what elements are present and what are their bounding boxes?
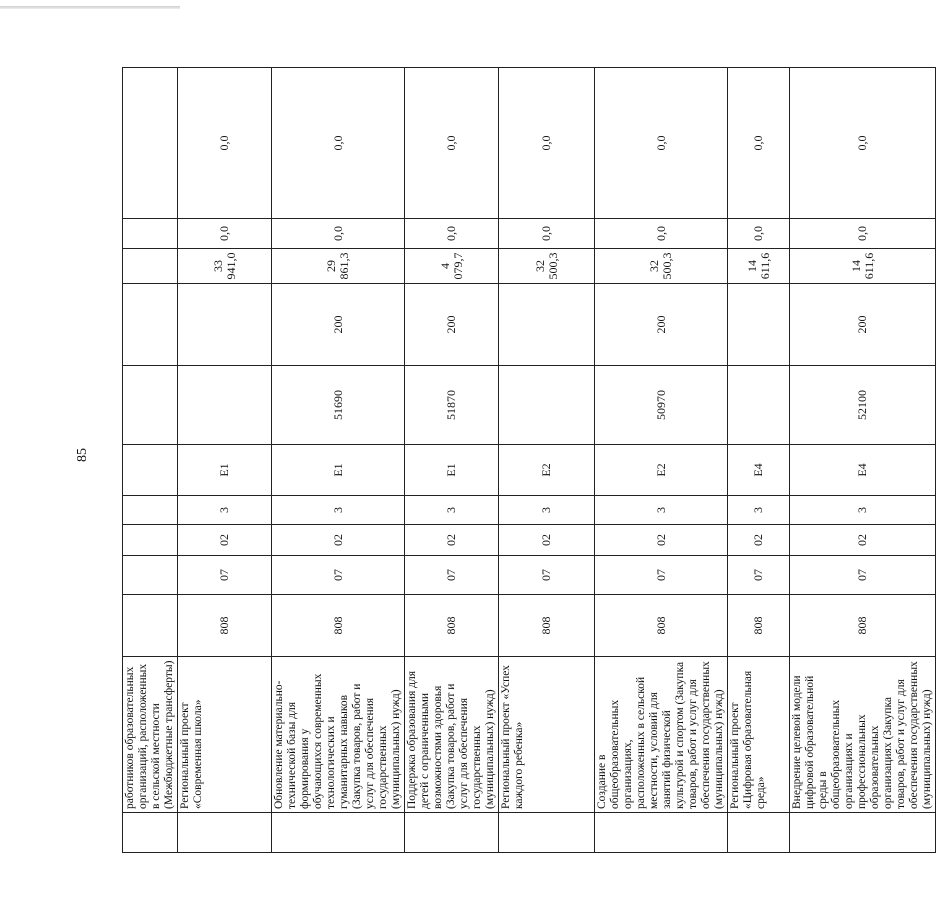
blank-cell <box>595 813 728 853</box>
program-code-cell: 3 <box>499 496 595 525</box>
ministry-code-cell <box>123 595 178 657</box>
project-code-cell: E1 <box>405 445 499 496</box>
table-row <box>123 68 178 853</box>
project-code-cell: E1 <box>272 445 405 496</box>
direction-code-cell: 50970 <box>595 366 728 445</box>
amount-3-cell: 0,0 <box>178 68 272 219</box>
program-code-cell: 3 <box>272 496 405 525</box>
project-code-cell: E4 <box>728 445 790 496</box>
program-code-cell: 3 <box>178 496 272 525</box>
rotated-table-container <box>122 68 933 853</box>
direction-code-cell: 52100 <box>790 366 936 445</box>
blank-cell <box>728 813 790 853</box>
blank-cell <box>178 813 272 853</box>
program-code-cell: 3 <box>595 496 728 525</box>
row-name-cell: Обновление материально-технической базы для формирования у обучающихся современных технологических и гуманитарных навыков (Закупка товаров, работ и услуг для обеспечения государственных (муниципальных) нужд) <box>272 657 405 813</box>
amount-cell: 29 861,3 <box>272 249 405 284</box>
ministry-code-cell: 808 <box>405 595 499 657</box>
expense-type-cell <box>728 284 790 366</box>
amount-cell: 14 611,6 <box>790 249 936 284</box>
subsection-code-cell: 02 <box>405 525 499 556</box>
direction-code-cell <box>123 366 178 445</box>
expense-type-cell: 200 <box>595 284 728 366</box>
program-code-cell: 3 <box>405 496 499 525</box>
table-row <box>728 68 790 853</box>
row-name-cell: Внедрение целевой модели цифровой образовательной среды в общеобразовательных организациях и профессиональных образовательных организациях (Закупка товаров, работ и услуг для обеспечения государственных (муниципальных) нужд) <box>790 657 936 813</box>
amount-3-cell <box>123 68 178 219</box>
amount-cell: 33 941,0 <box>178 249 272 284</box>
amount-2-cell: 0,0 <box>728 219 790 249</box>
table-row <box>272 68 405 853</box>
amount-2-cell: 0,0 <box>405 219 499 249</box>
section-code-cell: 07 <box>728 556 790 595</box>
blank-cell <box>272 813 405 853</box>
program-code-cell: 3 <box>728 496 790 525</box>
amount-cell: 32 500,3 <box>595 249 728 284</box>
section-code-cell: 07 <box>790 556 936 595</box>
subsection-code-cell <box>123 525 178 556</box>
blank-cell <box>123 813 178 853</box>
amount-2-cell: 0,0 <box>499 219 595 249</box>
blank-cell <box>405 813 499 853</box>
budget-table <box>122 67 936 853</box>
amount-cell: 4 079,7 <box>405 249 499 284</box>
amount-2-cell: 0,0 <box>595 219 728 249</box>
direction-code-cell <box>178 366 272 445</box>
amount-2-cell: 0,0 <box>790 219 936 249</box>
expense-type-cell: 200 <box>405 284 499 366</box>
project-code-cell: E1 <box>178 445 272 496</box>
amount-3-cell: 0,0 <box>405 68 499 219</box>
ministry-code-cell: 808 <box>272 595 405 657</box>
project-code-cell: E2 <box>595 445 728 496</box>
table-row <box>405 68 499 853</box>
amount-cell <box>123 249 178 284</box>
amount-3-cell: 0,0 <box>728 68 790 219</box>
row-name-cell: Региональный проект «Современная школа» <box>178 657 272 813</box>
direction-code-cell <box>499 366 595 445</box>
amount-3-cell: 0,0 <box>595 68 728 219</box>
row-name-cell: Региональный проект «Успех каждого ребенка» <box>499 657 595 813</box>
blank-cell <box>499 813 595 853</box>
subsection-code-cell: 02 <box>728 525 790 556</box>
section-code-cell: 07 <box>178 556 272 595</box>
expense-type-cell <box>178 284 272 366</box>
expense-type-cell <box>123 284 178 366</box>
ministry-code-cell: 808 <box>178 595 272 657</box>
section-code-cell: 07 <box>405 556 499 595</box>
amount-3-cell: 0,0 <box>790 68 936 219</box>
subsection-code-cell: 02 <box>595 525 728 556</box>
expense-type-cell: 200 <box>272 284 405 366</box>
section-code-cell <box>123 556 178 595</box>
amount-3-cell: 0,0 <box>272 68 405 219</box>
expense-type-cell: 200 <box>790 284 936 366</box>
section-code-cell: 07 <box>272 556 405 595</box>
row-name-cell: Создание в общеобразовательных организациях, расположенных в сельской местности, условий для занятий физической культурой и спортом (Закупка товаров, работ и услуг для обеспечения государственных (муниципальных) нужд) <box>595 657 728 813</box>
table-row <box>178 68 272 853</box>
project-code-cell: E2 <box>499 445 595 496</box>
subsection-code-cell: 02 <box>499 525 595 556</box>
program-code-cell: 3 <box>790 496 936 525</box>
ministry-code-cell: 808 <box>499 595 595 657</box>
project-code-cell: E4 <box>790 445 936 496</box>
amount-cell: 32 500,3 <box>499 249 595 284</box>
section-code-cell: 07 <box>595 556 728 595</box>
blank-cell <box>790 813 936 853</box>
amount-2-cell <box>123 219 178 249</box>
subsection-code-cell: 02 <box>272 525 405 556</box>
ministry-code-cell: 808 <box>595 595 728 657</box>
amount-cell: 14 611,6 <box>728 249 790 284</box>
section-code-cell: 07 <box>499 556 595 595</box>
row-name-cell: работников образовательных организаций, расположенных в сельской местности (Межбюджетные трансферты) <box>123 657 178 813</box>
amount-2-cell: 0,0 <box>272 219 405 249</box>
direction-code-cell <box>728 366 790 445</box>
table-row <box>790 68 936 853</box>
project-code-cell <box>123 445 178 496</box>
program-code-cell <box>123 496 178 525</box>
amount-3-cell: 0,0 <box>499 68 595 219</box>
direction-code-cell: 51870 <box>405 366 499 445</box>
page-number: 85 <box>75 448 90 462</box>
direction-code-cell: 51690 <box>272 366 405 445</box>
amount-2-cell: 0,0 <box>178 219 272 249</box>
subsection-code-cell: 02 <box>790 525 936 556</box>
ministry-code-cell: 808 <box>728 595 790 657</box>
top-border-line <box>0 6 180 9</box>
table-row <box>499 68 595 853</box>
row-name-cell: Региональный проект «Цифровая образовательная среда» <box>728 657 790 813</box>
subsection-code-cell: 02 <box>178 525 272 556</box>
table-row <box>595 68 728 853</box>
ministry-code-cell: 808 <box>790 595 936 657</box>
expense-type-cell <box>499 284 595 366</box>
row-name-cell: Поддержка образования для детей с ограниченными возможностями здоровья (Закупка товаров, работ и услуг для обеспечения государственных (муниципальных) нужд) <box>405 657 499 813</box>
